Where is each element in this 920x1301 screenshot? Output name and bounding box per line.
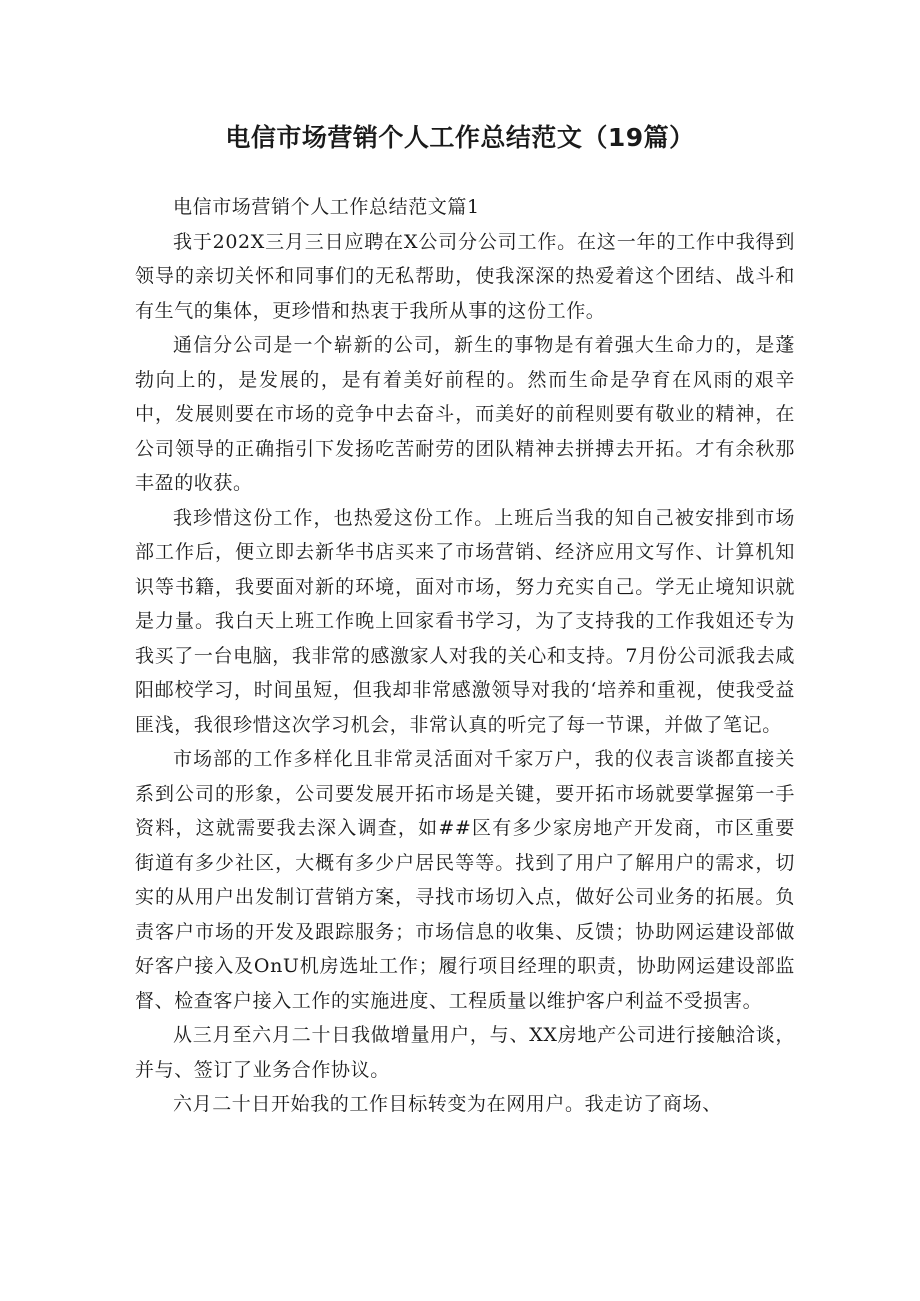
- paragraph: 我于202X三月三日应聘在X公司分公司工作。在这一年的工作中我得到领导的亲切关怀和同事们的无私帮助，使我深深的热爱着这个团结、战斗和有生气的集体，更珍惜和热衷于我所从事的这份工作。: [135, 230, 795, 322]
- section-heading: 电信市场营销个人工作总结范文篇1: [173, 196, 480, 218]
- paragraph: 从三月至六月二十日我做增量用户，与、XX房地产公司进行接触洽谈，并与、签订了业务合作协议。: [135, 1024, 795, 1081]
- paragraph: 市场部的工作多样化且非常灵活面对千家万户，我的仪表言谈都直接关系到公司的形象，公司要发展开拓市场是关键，要开拓市场就要掌握第一手资料，这就需要我去深入调查，如##区有多少家房地产开发商，市区重要街道有多少社区，大概有多少户居民等等。找到了用户了解用户的需求，切实的从用户出发制订营销方案，寻找市场切入点，做好公司业务的拓展。负责客户市场的开发及跟踪服务；市场信息的收集、反馈；协助网运建设部做好客户接入及OnU机房选址工作；履行项目经理的职责，协助网运建设部监督、检查客户接入工作的实施进度、工程质量以维护客户利益不受损害。: [135, 748, 795, 1012]
- document-title: 电信市场营销个人工作总结范文（19篇）: [225, 123, 695, 152]
- paragraph: 我珍惜这份工作，也热爱这份工作。上班后当我的知自己被安排到市场部工作后，便立即去新华书店买来了市场营销、经济应用文写作、计算机知识等书籍，我要面对新的环境，面对市场，努力充实自己。学无止境知识就是力量。我白天上班工作晚上回家看书学习，为了支持我的工作我姐还专为我买了一台电脑，我非常的感激家人对我的关心和支持。7月份公司派我去咸阳邮校学习，时间虽短，但我却非常感激领导对我的‘培养和重视，使我受益匪浅，我很珍惜这次学习机会，非常认真的听完了每一节课，并做了笔记。: [135, 506, 795, 736]
- paragraph: 通信分公司是一个崭新的公司，新生的事物是有着强大生命力的，是蓬勃向上的，是发展的，是有着美好前程的。然而生命是孕育在风雨的艰辛中，发展则要在市场的竞争中去奋斗，而美好的前程则要有敬业的精神，在公司领导的正确指引下发扬吃苦耐劳的团队精神去拼搏去开拓。才有余秋那丰盈的收获。: [135, 334, 795, 494]
- paragraph: 六月二十日开始我的工作目标转变为在网用户。我走访了商场、: [173, 1093, 722, 1115]
- document-body: [135, 190, 795, 1122]
